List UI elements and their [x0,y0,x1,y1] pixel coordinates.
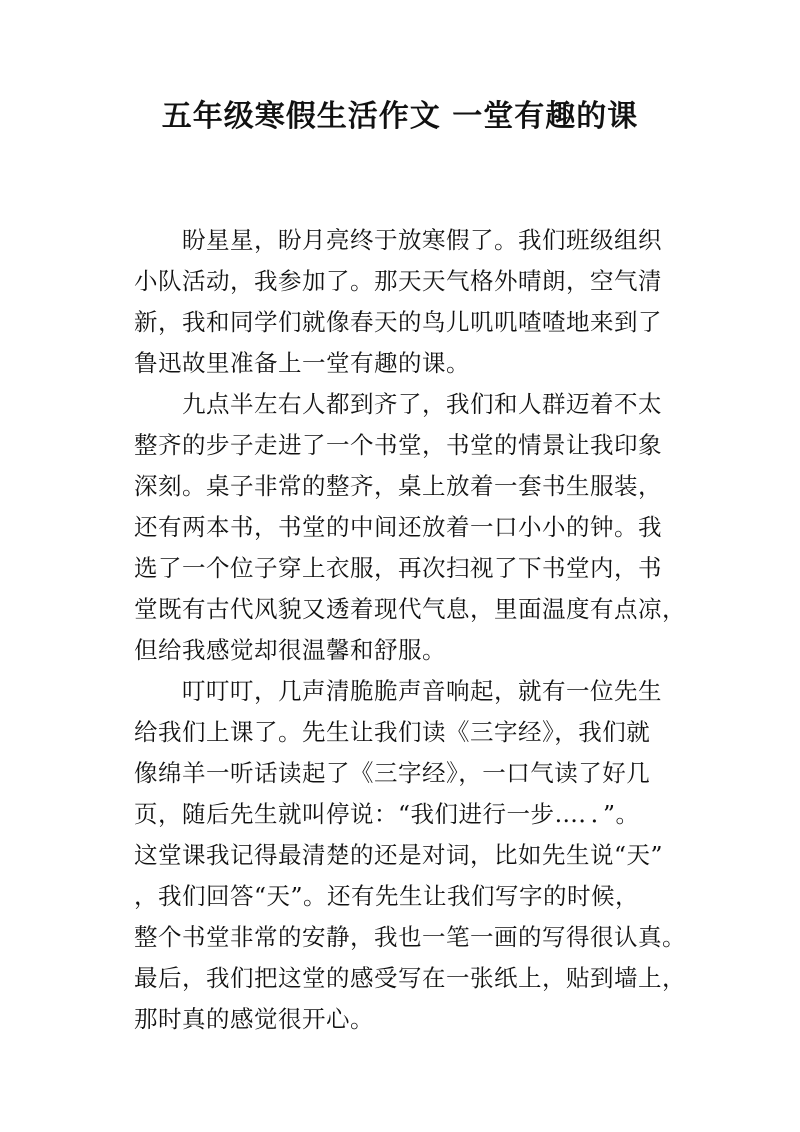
text-line: ，我们回答“天”。还有先生让我们写字的时候， [134,882,640,910]
text-line: 鲁迅故里准备上一堂有趣的课。 [134,349,470,377]
text-line: 页，随后先生就叫停说：“我们进行一步…．．”。 [134,800,640,828]
text-line: 还有两本书，书堂的中间还放着一口小小的钟。我 [134,513,662,541]
text-line: 小队活动，我参加了。那天天气格外晴朗，空气清 [134,267,662,295]
text-line: 但给我感觉却很温馨和舒服。 [134,636,446,664]
text-line: 九点半左右人都到齐了，我们和人群迈着不太 [182,390,662,418]
text-line: 给我们上课了。先生让我们读《三字经》，我们就 [134,718,651,746]
document-body [134,220,694,1040]
text-line: 盼星星，盼月亮终于放寒假了。我们班级组织 [182,226,662,254]
document-title: 五年级寒假生活作文 一堂有趣的课 [161,99,639,134]
text-line: 整齐的步子走进了一个书堂，书堂的情景让我印象 [134,431,662,459]
text-line: 最后，我们把这堂的感受写在一张纸上，贴到墙上， [134,964,686,992]
text-line: 选了一个位子穿上衣服，再次扫视了下书堂内，书 [134,554,662,582]
text-line: 新，我和同学们就像春天的鸟儿叽叽喳喳地来到了 [134,308,662,336]
text-line: 那时真的感觉很开心。 [134,1005,374,1033]
text-line: 这堂课我记得最清楚的还是对词，比如先生说“天” [134,841,664,869]
text-line: 像绵羊一听话读起了《三字经》，一口气读了好几 [134,759,651,787]
text-line: 叮叮叮，几声清脆脆声音响起，就有一位先生 [182,677,662,705]
text-line: 堂既有古代风貌又透着现代气息，里面温度有点凉， [134,595,686,623]
text-line: 深刻。桌子非常的整齐，桌上放着一套书生服装， [134,472,662,500]
text-line: 整个书堂非常的安静，我也一笔一画的写得很认真。 [134,923,686,951]
